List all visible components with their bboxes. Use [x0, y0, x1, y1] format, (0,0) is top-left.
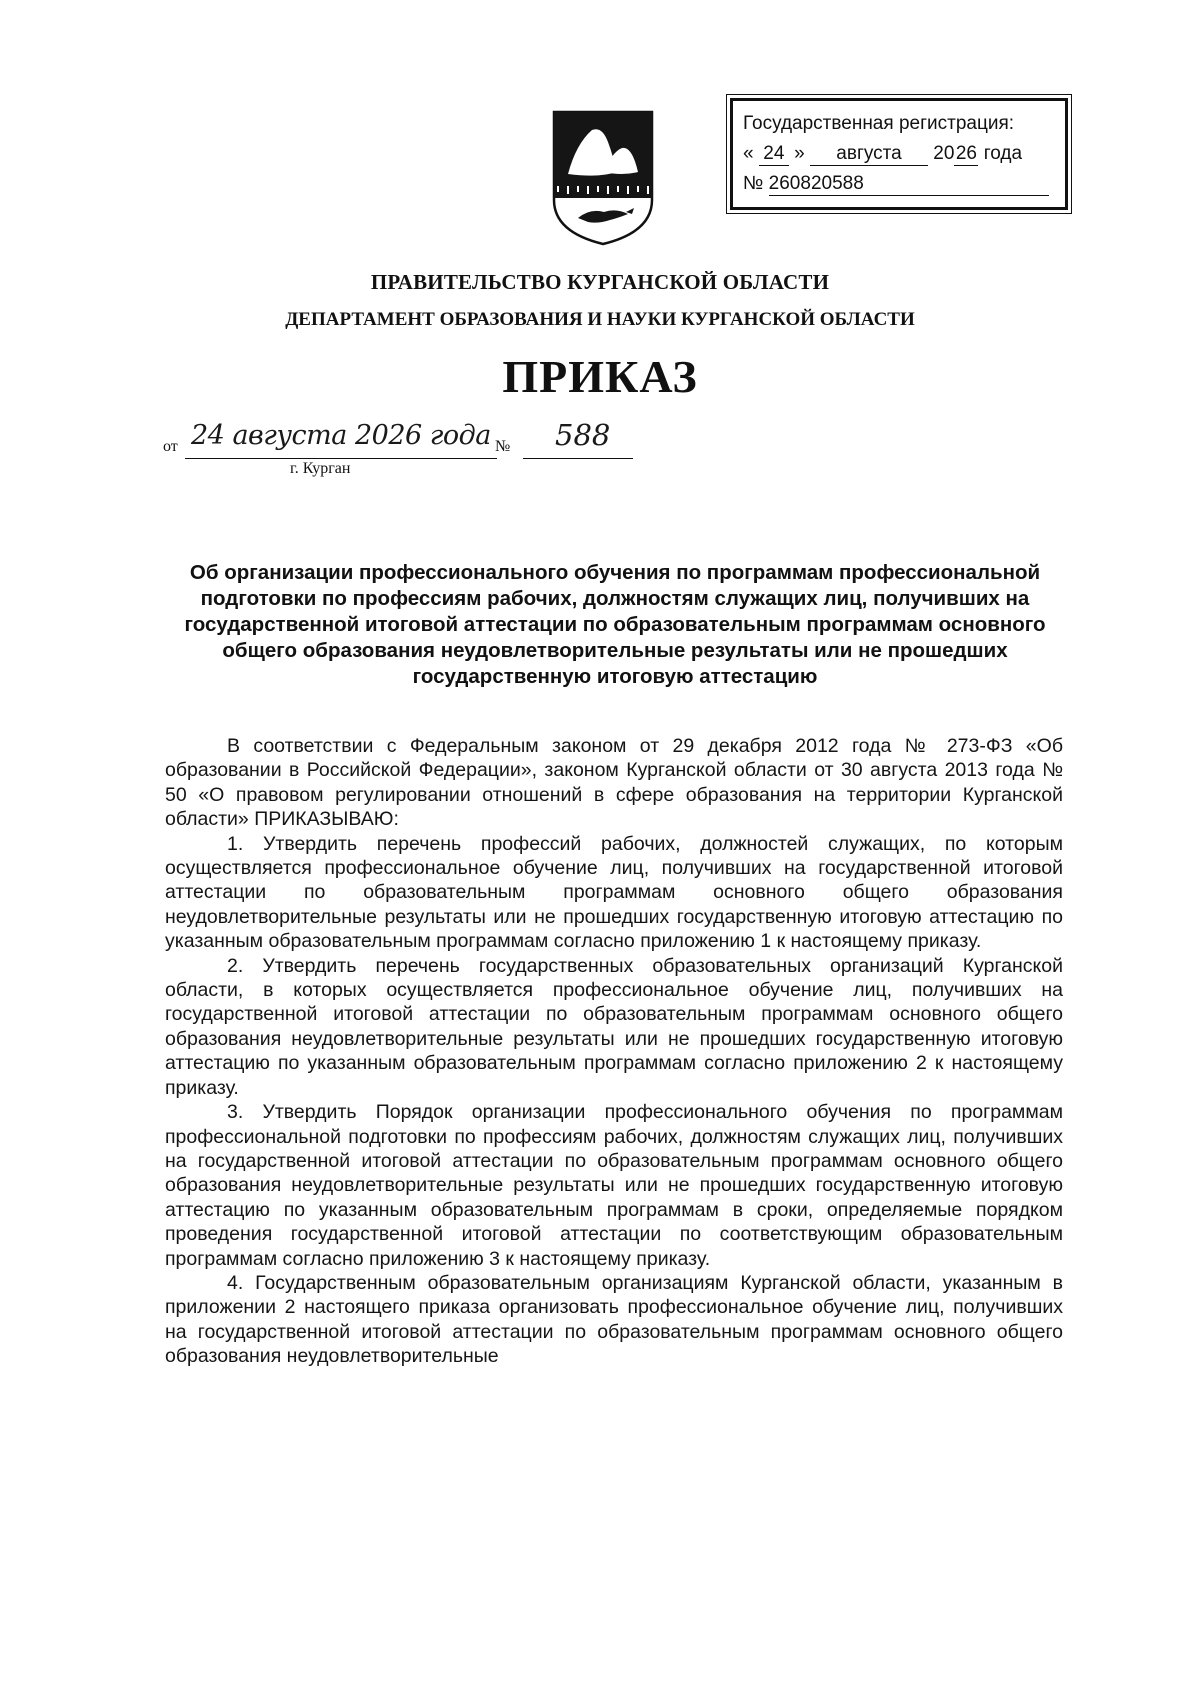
order-body: [165, 734, 1063, 1369]
registration-stamp: [730, 98, 1068, 210]
date-underline: [185, 458, 497, 459]
registration-month: августа: [810, 143, 928, 166]
body-item-3: 3. Утвердить Порядок организации профессионального обучения по программам профессиональной подготовки по профессиям рабочих, должностям служащих лиц, получивших на государственной итоговой аттестации по образовательным программам основного общего образования неудовлетворительные результаты или не прошедших государственную итоговую аттестацию по указанным образовательным программам в сроки, определяемые порядком проведения государственной итоговой аттестации по соответствующим образовательным программам согласно приложению 3 к настоящему приказу.: [165, 1101, 1063, 1270]
registration-label: Государственная регистрация:: [743, 113, 1015, 134]
from-label: от: [163, 438, 178, 455]
body-intro: В соответствии с Федеральным законом от 29 декабря 2012 года № 273-ФЗ «Об образовании в Российской Федерации», законом Курганской области от 30 августа 2013 года № 50 «О правовом регулировании отношений в сфере образования на территории Курганской области» ПРИКАЗЫВАЮ:: [165, 735, 1063, 831]
registration-number-label: №: [743, 173, 764, 194]
registration-year-word: года: [983, 143, 1023, 164]
document-type-heading: ПРИКАЗ: [502, 351, 698, 402]
department-heading: ДЕПАРТАМЕНТ ОБРАЗОВАНИЯ И НАУКИ КУРГАНСКОЙ ОБЛАСТИ: [285, 309, 915, 330]
coat-of-arms-icon: [548, 108, 658, 248]
body-item-1: 1. Утвердить перечень профессий рабочих, должностей служащих, по которым осуществляется профессиональное обучение лиц, получивших на государственной итоговой аттестации по образовательным программам основного общего образования неудовлетворительные результаты или не прошедших государственную итоговую аттестацию по указанным образовательным программам согласно приложению 1 к настоящему приказу.: [165, 832, 1063, 953]
city-label: г. Курган: [290, 460, 351, 477]
registration-date-row: [743, 139, 1057, 169]
registration-number-row: [743, 169, 1057, 199]
registration-quote-close: »: [794, 143, 805, 164]
order-title: Об организации профессионального обучения по программам профессиональной подготовки по профессиям рабочих, должностям служащих лиц, получивших на государственной итоговой аттестации по образовательным программам основного общего образования неудовлетворительные результаты или не прошедших государственную итоговую аттестацию: [184, 561, 1046, 688]
registration-quote-open: «: [743, 143, 754, 164]
handwritten-date: 24 августа 2026 года: [191, 420, 491, 451]
body-item-4: 4. Государственным образовательным организациям Курганской области, указанным в приложении 2 настоящего приказа организовать профессиональное обучение лиц, получивших на государственной итоговой аттестации по образовательным программам основного общего образования неудовлетворительные: [165, 1271, 1063, 1368]
number-underline: [523, 458, 633, 459]
registration-year-suffix: 26: [955, 143, 977, 164]
registration-year-prefix: 20: [933, 143, 955, 164]
body-item-2: 2. Утвердить перечень государственных образовательных организаций Курганской области, в которых осуществляется профессиональное обучение лиц, получивших на государственной итоговой аттестации по образовательным программам основного общего образования неудовлетворительные результаты или не прошедших государственную итоговую аттестацию по указанным образовательным программам согласно приложению 2 к настоящему приказу.: [165, 954, 1063, 1099]
government-heading: ПРАВИТЕЛЬСТВО КУРГАНСКОЙ ОБЛАСТИ: [370, 270, 830, 294]
registration-number: 260820588: [769, 173, 1049, 196]
number-label: №: [495, 438, 511, 455]
order-date-line: [163, 420, 683, 480]
registration-day: 24: [759, 143, 789, 166]
handwritten-number: 588: [555, 418, 611, 452]
